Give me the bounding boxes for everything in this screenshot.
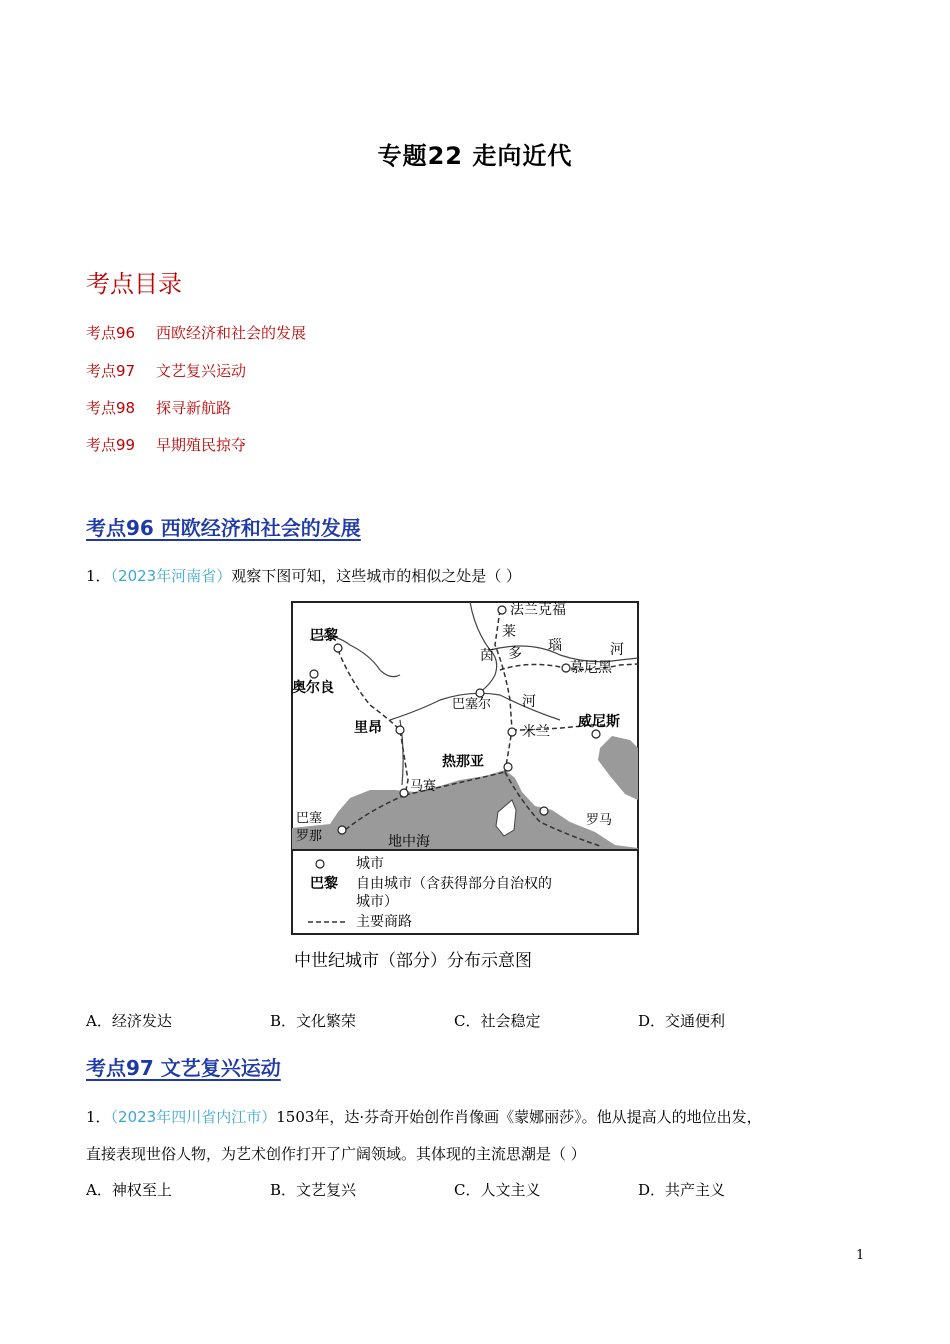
city-label-orleans: 奥尔良 — [292, 680, 334, 696]
option-b[interactable]: B．文化繁荣 — [270, 1012, 357, 1030]
city-label-venice: 威尼斯 — [578, 714, 620, 730]
toc-item-number: 考点98 — [86, 399, 136, 417]
city-label-lyon: 里昂 — [354, 720, 382, 736]
page-number: 1 — [856, 1248, 865, 1263]
question-stem-line2: 直接表现世俗人物，为艺术创作打开了广阔领域。其体现的主流思潮是（ ） — [86, 1145, 586, 1163]
city-marker-paris — [334, 644, 342, 652]
city-label-paris: 巴黎 — [310, 628, 338, 644]
option-d[interactable]: D．交通便利 — [638, 1012, 726, 1030]
river-label-rhine-1: 莱 — [502, 624, 516, 640]
city-marker-genoa — [504, 763, 512, 771]
legend-route-label: 主要商路 — [356, 914, 412, 930]
question-stem — [86, 566, 521, 586]
city-label-genoa: 热那亚 — [442, 754, 484, 770]
medieval-city-map — [290, 600, 640, 978]
question-text: 观察下图可知，这些城市的相似之处是（ ） — [231, 567, 522, 585]
question-source: （2023年四川省内江市） — [110, 1108, 277, 1126]
toc-item[interactable] — [86, 322, 306, 343]
option-c[interactable]: C．社会稳定 — [454, 1012, 541, 1030]
city-label-munich: 慕尼黑 — [570, 660, 612, 676]
map-caption: 中世纪城市（部分）分布示意图 — [294, 951, 532, 971]
question-number: 1． — [86, 567, 111, 585]
legend-free-city-line1: 自由城市（含获得部分自治权的 — [356, 876, 552, 892]
option-c[interactable]: C．人文主义 — [454, 1181, 541, 1199]
city-label-rome: 罗马 — [586, 813, 613, 828]
section-heading-96[interactable]: 考点96 西欧经济和社会的发展 — [86, 516, 361, 540]
city-marker-orleans — [310, 670, 318, 678]
city-label-barcelona-2: 罗那 — [296, 829, 323, 844]
toc-item[interactable] — [86, 360, 246, 381]
toc-item-label: 早期殖民掠夺 — [156, 436, 247, 454]
sea-label: 地中海 — [388, 834, 430, 850]
toc-item-label: 探寻新航路 — [156, 399, 232, 417]
question-stem-line1 — [86, 1107, 762, 1127]
legend-city-label: 城市 — [356, 856, 384, 872]
city-marker-barcelona — [338, 826, 346, 834]
city-marker-marseille — [400, 789, 408, 797]
toc-item-number: 考点97 — [86, 362, 136, 380]
question-text-line1: 1503年，达·芬奇开始创作肖像画《蒙娜丽莎》。他从提高人的地位出发， — [276, 1108, 762, 1126]
toc-item-number: 考点99 — [86, 436, 136, 454]
question-number: 1． — [86, 1108, 111, 1126]
toc-item[interactable] — [86, 397, 231, 418]
city-marker-basel — [476, 689, 484, 697]
city-label-marseille: 马赛 — [410, 779, 437, 794]
option-b[interactable]: B．文艺复兴 — [270, 1181, 357, 1199]
river-label-danube-3: 河 — [610, 642, 624, 658]
city-label-barcelona-1: 巴塞 — [296, 811, 323, 826]
toc-item-label: 西欧经济和社会的发展 — [156, 324, 307, 342]
question-source: （2023年河南省） — [110, 567, 232, 585]
city-marker-milan — [508, 728, 516, 736]
city-marker-venice — [592, 730, 600, 738]
page-title: 专题22 走向近代 — [377, 142, 573, 170]
option-a[interactable]: A．经济发达 — [86, 1012, 172, 1030]
toc-item-label: 文艺复兴运动 — [156, 362, 247, 380]
river-label-danube-2: 瑙 — [548, 638, 562, 654]
section-heading-97[interactable]: 考点97 文艺复兴运动 — [86, 1056, 281, 1080]
river-label-po: 河 — [522, 694, 536, 710]
option-a[interactable]: A．神权至上 — [86, 1181, 172, 1199]
city-marker-munich — [562, 664, 570, 672]
city-marker-rome — [540, 807, 548, 815]
city-label-milan: 米兰 — [522, 724, 550, 740]
toc-item-number: 考点96 — [86, 324, 136, 342]
toc-heading: 考点目录 — [86, 270, 182, 298]
river-label-danube-1: 多 — [508, 646, 522, 662]
city-marker-lyon — [396, 726, 404, 734]
city-marker-frankfurt — [498, 606, 506, 614]
river-label-rhine-2: 茵 — [480, 648, 494, 664]
city-label-frankfurt: 法兰克福 — [510, 602, 566, 618]
option-d[interactable]: D．共产主义 — [638, 1181, 726, 1199]
city-label-basel: 巴塞尔 — [452, 697, 492, 712]
legend-free-city-line2: 城市） — [356, 894, 398, 910]
legend-free-city-sample: 巴黎 — [310, 876, 338, 892]
toc-item[interactable] — [86, 434, 246, 455]
legend-city-marker — [316, 860, 324, 868]
